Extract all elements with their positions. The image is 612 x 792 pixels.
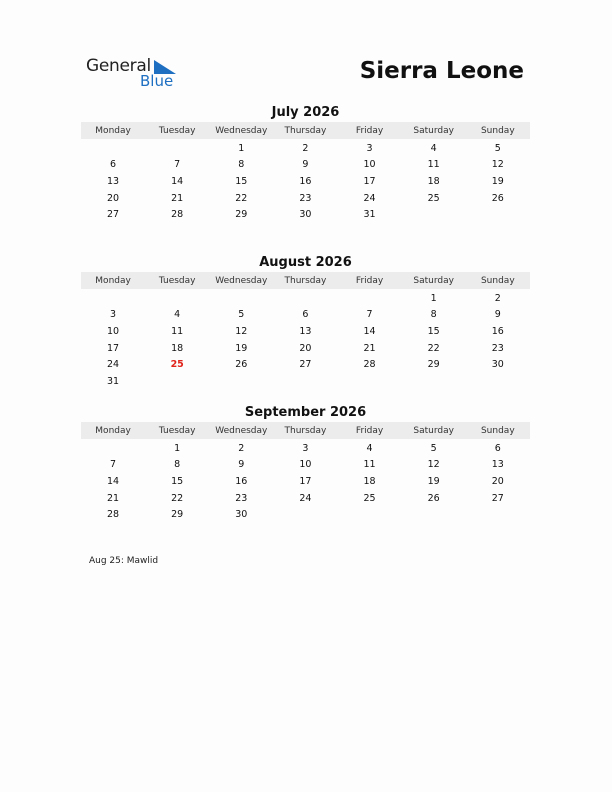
day-cell: 18 [427, 175, 440, 187]
day-cell: 2 [238, 442, 245, 454]
weekday-label: Friday [355, 275, 384, 286]
day-cell: 24 [299, 492, 312, 504]
day-cell: 31 [363, 209, 376, 221]
holiday-note: Aug 25: Mawlid [89, 556, 159, 566]
weekday-label: Monday [95, 125, 131, 136]
weekday-label: Thursday [284, 125, 327, 136]
weekday-label: Monday [95, 275, 131, 286]
day-cell: 24 [363, 192, 376, 204]
day-cell: 30 [299, 209, 312, 221]
day-cell: 17 [299, 475, 312, 487]
day-cell: 3 [366, 142, 373, 154]
day-cell: 14 [107, 475, 120, 487]
day-cell: 18 [171, 342, 184, 354]
day-cell: 15 [427, 325, 440, 337]
day-cell: 30 [235, 509, 248, 521]
weekday-label: Tuesday [158, 425, 196, 436]
day-cell: 4 [174, 309, 181, 321]
day-cell: 3 [110, 309, 117, 321]
weekday-header-row [81, 122, 530, 139]
day-cell: 16 [299, 175, 312, 187]
week-row [81, 173, 530, 190]
day-cell: 19 [427, 475, 440, 487]
day-cell: 29 [235, 209, 248, 221]
week-row [81, 323, 530, 340]
week-row [81, 473, 530, 490]
day-cell: 12 [491, 159, 504, 171]
day-cell: 25 [363, 492, 376, 504]
day-cell: 18 [363, 475, 376, 487]
week-row [81, 140, 530, 157]
day-cell: 12 [427, 459, 440, 471]
day-cell: 27 [107, 209, 120, 221]
weekday-header-row [81, 272, 530, 289]
day-cell: 9 [238, 459, 245, 471]
week-row [81, 157, 530, 174]
month-title: July 2026 [271, 105, 340, 120]
day-cell: 8 [430, 309, 437, 321]
week-row [81, 490, 530, 507]
day-cell: 21 [171, 192, 184, 204]
weekday-label: Wednesday [215, 425, 268, 436]
day-cell: 2 [494, 292, 501, 304]
weekday-label: Wednesday [215, 275, 268, 286]
weekday-header-row [81, 422, 530, 439]
day-cell: 27 [491, 492, 504, 504]
day-cell: 5 [430, 442, 437, 454]
day-cell: 17 [107, 342, 120, 354]
month-calendar-august [81, 254, 530, 390]
day-cell: 1 [238, 142, 245, 154]
day-cell: 6 [110, 159, 117, 171]
day-cell: 9 [494, 309, 501, 321]
day-cell: 11 [427, 159, 440, 171]
day-cell: 17 [363, 175, 376, 187]
day-cell: 10 [363, 159, 376, 171]
day-cell: 16 [491, 325, 504, 337]
day-cell: 8 [174, 459, 181, 471]
weekday-label: Wednesday [215, 125, 268, 136]
day-cell: 1 [430, 292, 437, 304]
weekday-label: Saturday [413, 275, 454, 286]
day-cell: 22 [427, 342, 440, 354]
week-row [81, 457, 530, 474]
country-title: Sierra Leone [359, 58, 524, 84]
weekday-label: Thursday [284, 275, 327, 286]
week-row [81, 307, 530, 324]
weekday-label: Sunday [480, 275, 515, 286]
day-cell: 25 [427, 192, 440, 204]
week-row [81, 290, 530, 307]
week-row [81, 506, 530, 523]
day-cell: 13 [491, 459, 504, 471]
day-cell: 6 [302, 309, 309, 321]
holiday-day-cell: 25 [170, 359, 184, 371]
weekday-label: Sunday [480, 125, 515, 136]
month-title: September 2026 [244, 405, 367, 420]
day-cell: 7 [110, 459, 117, 471]
day-cell: 26 [427, 492, 440, 504]
day-cell: 29 [427, 359, 440, 371]
brand-general-text: General [86, 56, 151, 76]
day-cell: 15 [235, 175, 248, 187]
day-cell: 26 [235, 359, 248, 371]
day-cell: 12 [235, 325, 248, 337]
week-row [81, 190, 530, 207]
day-cell: 10 [299, 459, 312, 471]
day-cell: 14 [171, 175, 184, 187]
day-cell: 22 [171, 492, 184, 504]
day-cell: 6 [494, 442, 501, 454]
day-cell: 30 [491, 359, 504, 371]
holiday-notes [89, 556, 158, 566]
week-row [81, 440, 530, 457]
day-cell: 26 [491, 192, 504, 204]
month-title: August 2026 [259, 255, 352, 270]
day-cell: 21 [107, 492, 120, 504]
weekday-label: Tuesday [158, 275, 196, 286]
week-row [81, 373, 530, 390]
weekday-label: Tuesday [158, 125, 196, 136]
day-cell: 19 [235, 342, 248, 354]
day-cell: 23 [491, 342, 504, 354]
day-cell: 5 [494, 142, 501, 154]
day-cell: 8 [238, 159, 245, 171]
weekday-label: Saturday [413, 425, 454, 436]
day-cell: 11 [363, 459, 376, 471]
day-cell: 4 [366, 442, 373, 454]
day-cell: 13 [299, 325, 312, 337]
weekday-label: Thursday [284, 425, 327, 436]
day-cell: 28 [107, 509, 120, 521]
weekday-label: Monday [95, 425, 131, 436]
week-row [81, 356, 530, 373]
day-cell: 29 [171, 509, 184, 521]
brand-blue-text: Blue [140, 72, 174, 90]
weekday-label: Friday [355, 125, 384, 136]
day-cell: 20 [299, 342, 312, 354]
weekday-label: Saturday [413, 125, 454, 136]
day-cell: 16 [235, 475, 248, 487]
day-cell: 31 [107, 375, 120, 387]
day-cell: 19 [491, 175, 504, 187]
week-row [81, 340, 530, 357]
weekday-label: Sunday [480, 425, 515, 436]
day-cell: 13 [107, 175, 120, 187]
day-cell: 15 [171, 475, 184, 487]
day-cell: 27 [299, 359, 312, 371]
week-row [81, 206, 530, 223]
day-cell: 7 [366, 309, 373, 321]
day-cell: 4 [430, 142, 437, 154]
day-cell: 14 [363, 325, 376, 337]
day-cell: 23 [235, 492, 248, 504]
day-cell: 11 [171, 325, 184, 337]
day-cell: 28 [363, 359, 376, 371]
day-cell: 24 [107, 359, 120, 371]
day-cell: 2 [302, 142, 309, 154]
day-cell: 10 [107, 325, 120, 337]
day-cell: 5 [238, 309, 245, 321]
day-cell: 1 [174, 442, 181, 454]
weekday-label: Friday [355, 425, 384, 436]
day-cell: 3 [302, 442, 309, 454]
day-cell: 7 [174, 159, 181, 171]
day-cell: 21 [363, 342, 376, 354]
day-cell: 9 [302, 159, 309, 171]
month-calendar-september [81, 404, 530, 523]
day-cell: 20 [107, 192, 120, 204]
day-cell: 28 [171, 209, 184, 221]
day-cell: 23 [299, 192, 312, 204]
day-cell: 20 [491, 475, 504, 487]
brand-logo [86, 56, 186, 92]
month-calendar-july [81, 104, 530, 223]
day-cell: 22 [235, 192, 248, 204]
